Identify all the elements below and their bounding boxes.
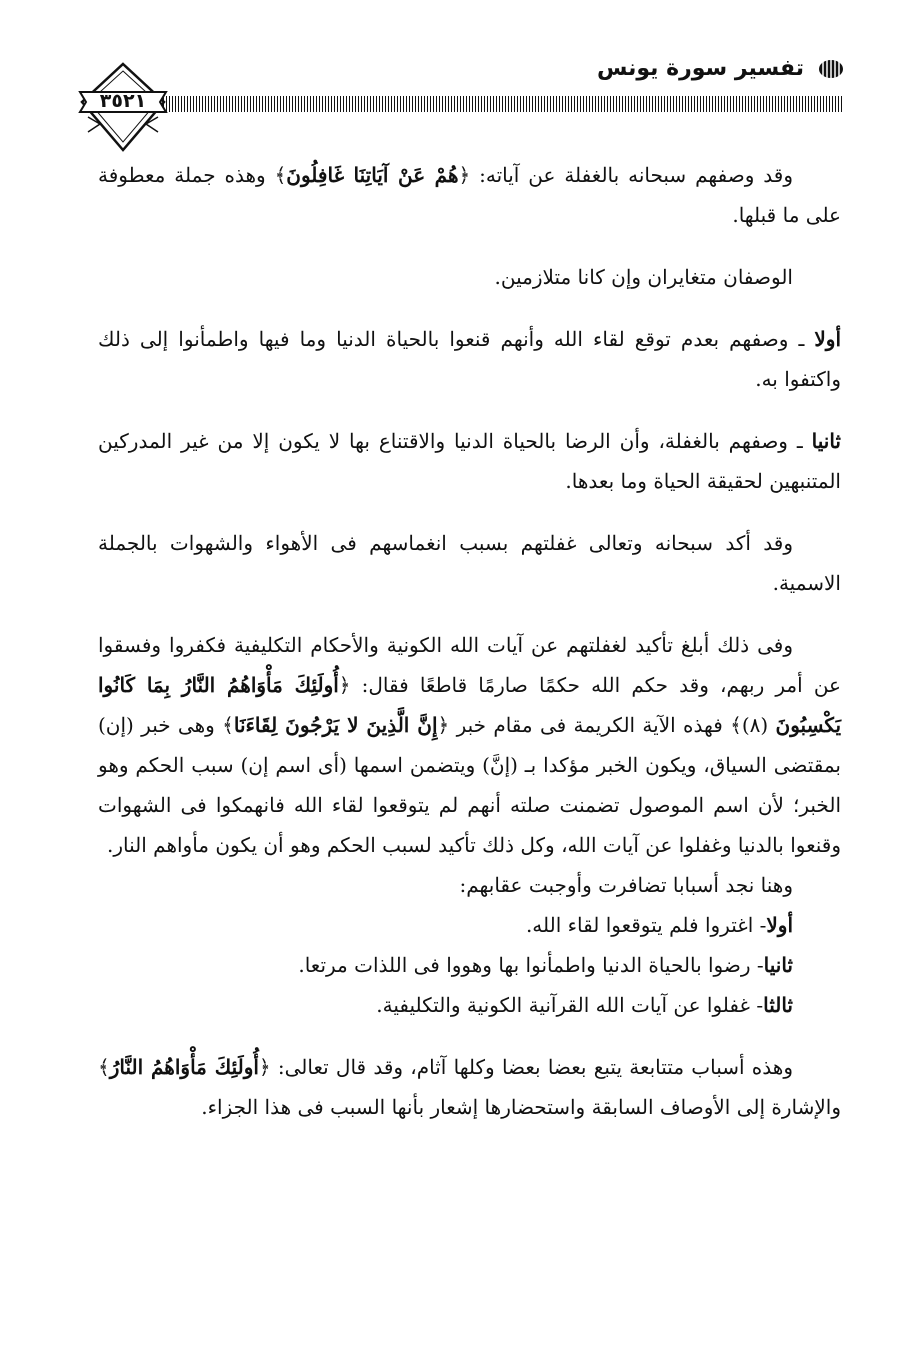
flower-ornament-icon — [818, 58, 844, 80]
paragraph — [98, 319, 841, 399]
list-item — [98, 985, 841, 1025]
paragraph-text: - رضوا بالحياة الدنيا واطمأنوا بها وهووا فى اللذات مرتعا. — [298, 953, 764, 977]
paragraph-text: والإشارة إلى الأوصاف السابقة واستحضارها إشعار بأنها السبب فى هذا الجزاء. — [201, 1095, 841, 1119]
point-label: ثانيا — [763, 953, 793, 977]
paragraph: وقد أكد سبحانه وتعالى غفلتهم بسبب انغماسهم فى الأهواء والشهوات بالجملة الاسمية. — [98, 531, 841, 595]
paragraph — [98, 625, 841, 865]
paragraph — [98, 1047, 841, 1127]
point-label: ثالثا — [763, 993, 793, 1017]
quran-verse: أُولَئِكَ مَأْوَاهُمُ النَّارُ — [109, 1055, 259, 1079]
list-item — [98, 945, 841, 985]
paragraph: الوصفان متغايران وإن كانا متلازمين. — [494, 265, 793, 289]
point-label: ثانيا — [811, 429, 841, 453]
paragraph-text: ـ وصفهم بالغفلة، وأن الرضا بالحياة الدنيا والاقتناع بها لا يكون إلا من غير المدركين المتنبهين لحقيقة الحياة وما بعدها. — [98, 429, 841, 493]
verse-bracket: ﴾ — [98, 1055, 110, 1079]
paragraph-text: وفى ذلك أبلغ تأكيد لغفلتهم عن آيات الله الكونية والأحكام التكليفية فكفروا وفسقوا عن أمر ربهم، وقد حكم الله حكمًا صارمًا قاطعًا فقال: — [98, 633, 841, 697]
paragraph-text: وهذه جملة معطوفة على ما قبلها. — [98, 163, 841, 227]
paragraph-text: وهذه أسباب متتابعة يتبع بعضا بعضا وكلها آثام، وقد قال تعالى: — [270, 1055, 793, 1079]
paragraph-text: وقد وصفهم سبحانه بالغفلة عن آياته: — [470, 163, 794, 187]
paragraph-text: فهذه الآية الكريمة فى مقام خبر — [449, 713, 731, 737]
quran-verse: إِنَّ الَّذِينَ لا يَرْجُونَ لِقَاءَنَا — [233, 713, 438, 737]
verse-bracket: ﴾ — [274, 163, 287, 187]
paragraph-text: - اغتروا فلم يتوقعوا لقاء الله. — [525, 913, 767, 937]
paragraph: وهنا نجد أسبابا تضافرت وأوجبت عقابهم: — [459, 873, 793, 897]
paragraph — [98, 421, 841, 501]
verse-bracket: ﴾ — [730, 713, 742, 737]
verse-number: (٨) — [741, 713, 776, 737]
verse-bracket: ﴿ — [437, 713, 450, 737]
list-item — [98, 905, 841, 945]
paragraph-text: ـ وصفهم بعدم توقع لقاء الله وأنهم قنعوا بالحياة الدنيا وما فيها واطمأنوا إلى ذلك واكتفوا به. — [98, 327, 841, 391]
body-text — [98, 155, 841, 1127]
verse-bracket: ﴿ — [458, 163, 471, 187]
point-label: أولا — [814, 327, 841, 351]
quran-verse: أُولَئِكَ مَأْوَاهُمُ النَّارُ بِمَا كَانُوا يَكْسِبُونَ — [98, 673, 842, 737]
verse-bracket: ﴿ — [258, 1055, 271, 1079]
paragraph-text: - غفلوا عن آيات الله القرآنية الكونية والتكليفية. — [376, 993, 764, 1017]
point-label: أولا — [766, 913, 793, 937]
header-rule — [163, 96, 844, 112]
page-number: ٣٥٢١ — [99, 90, 147, 112]
verse-bracket: ﴿ — [338, 673, 351, 697]
paragraph-text: وهى خبر (إن) بمقتضى السياق، ويكون الخبر مؤكدا بـ (إنَّ) ويتضمن اسمها (أى اسم إن) سبب الحكم وهو الخبر؛ لأن اسم الموصول تضمنت صلته أنهم لم يتوقعوا لقاء الله فانهمكوا فى الشهوات وقنعوا بالدنيا وغفلوا عن آيات الله، وكل ذلك تأكيد لسبب الحكم وهو أن يكون مأواهم النار. — [98, 713, 841, 857]
quran-verse: هُمْ عَنْ آيَاتِنَا غَافِلُونَ — [286, 163, 459, 187]
paragraph — [98, 155, 841, 235]
running-header-title: تفسير سورة يونس — [597, 56, 804, 81]
verse-bracket: ﴾ — [222, 713, 234, 737]
